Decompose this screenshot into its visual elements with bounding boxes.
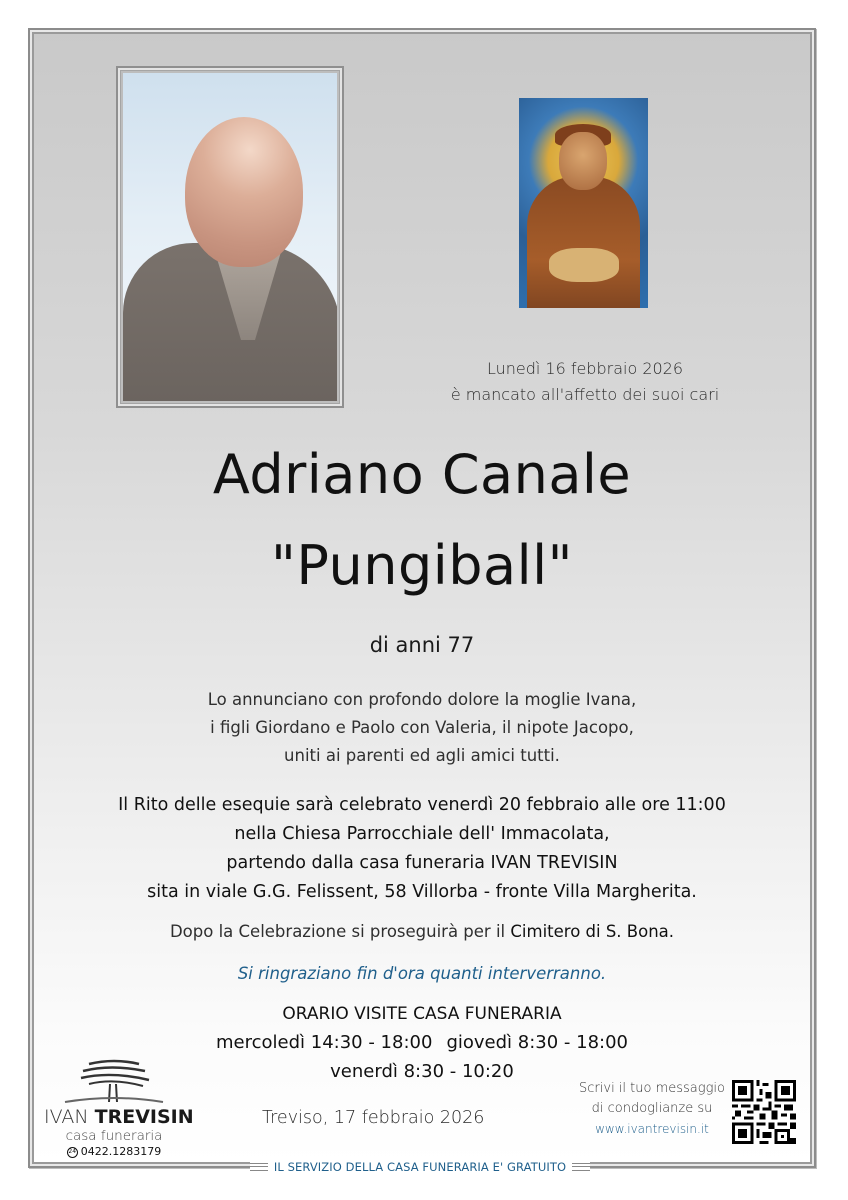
visit-slot: mercoledì 14:30 - 18:00 [216,1032,433,1053]
cemetery-name: Cimitero di S. Bona. [510,922,675,941]
deceased-age: di anni 77 [369,633,475,657]
saint-robe [527,176,640,308]
visit-slot: giovedì 8:30 - 18:00 [446,1032,628,1053]
thanks-line: Si ringraziano fin d'ora quanti interverranno. [237,964,607,983]
logo-brand: IVAN TREVISIN [44,1106,194,1128]
saint-face [559,132,607,190]
funeral-line: sita in viale G.G. Felissent, 58 Villorba - fronte Villa Margherita. [147,882,697,902]
qr-code-icon[interactable] [732,1080,796,1144]
burial-prefix: Dopo la Celebrazione si proseguirà per il [169,922,511,941]
divider-lines [250,1163,268,1171]
deceased-nickname: "Pungiball" [271,534,573,597]
condolences-info [572,1079,732,1139]
intro-line: è mancato all'affetto dei suoi cari [450,385,720,404]
family-line: Lo annunciano con profondo dolore la moglie Ivana, [207,690,637,709]
funeral-details [28,791,816,907]
portrait-frame [116,66,344,408]
phone-number: 0422.1283179 [80,1145,162,1158]
saint-hands [549,248,619,282]
deceased-name: Adriano Canale [212,443,632,506]
logo-subtitle: casa funeraria [65,1128,163,1144]
family-line: uniti ai parenti ed agli amici tutti. [284,746,560,765]
condolences-url-link[interactable]: www.ivantrevisin.it [595,1122,709,1136]
burial-info [28,919,816,945]
death-date: Lunedì 16 febbraio 2026 [486,359,684,378]
place-date: Treviso, 17 febbraio 2026 [262,1108,485,1128]
free-service-banner [250,1157,590,1177]
family-line: i figli Giordano e Paolo con Valeria, il nipote Jacopo, [210,718,634,737]
portrait-head [185,117,303,267]
funeral-line: Il Rito delle esequie sarà celebrato venerdì 20 febbraio alle ore 11:00 [118,795,726,815]
funeral-home-logo [44,1058,194,1160]
funeral-line: partendo dalla casa funeraria IVAN TREVISIN [226,853,618,873]
visit-slot: venerdì 8:30 - 10:20 [330,1061,514,1082]
family-announcement [28,686,816,770]
condolences-line: Scrivi il tuo messaggio [579,1081,725,1096]
deceased-portrait-photo [123,73,337,401]
saint-francis-icon-image [519,98,648,308]
death-date-intro [440,356,730,408]
tree-logo-icon [59,1058,169,1106]
divider-lines [572,1163,590,1171]
condolences-line: di condoglianze su [591,1101,713,1116]
visiting-hours-title: ORARIO VISITE CASA FUNERARIA [282,1004,562,1024]
phone-icon: 24 [67,1147,78,1158]
free-service-text: IL SERVIZIO DELLA CASA FUNERARIA E' GRATUITO [273,1160,567,1174]
funeral-line: nella Chiesa Parrocchiale dell' Immacolata, [234,824,610,844]
logo-phone [44,1144,184,1160]
